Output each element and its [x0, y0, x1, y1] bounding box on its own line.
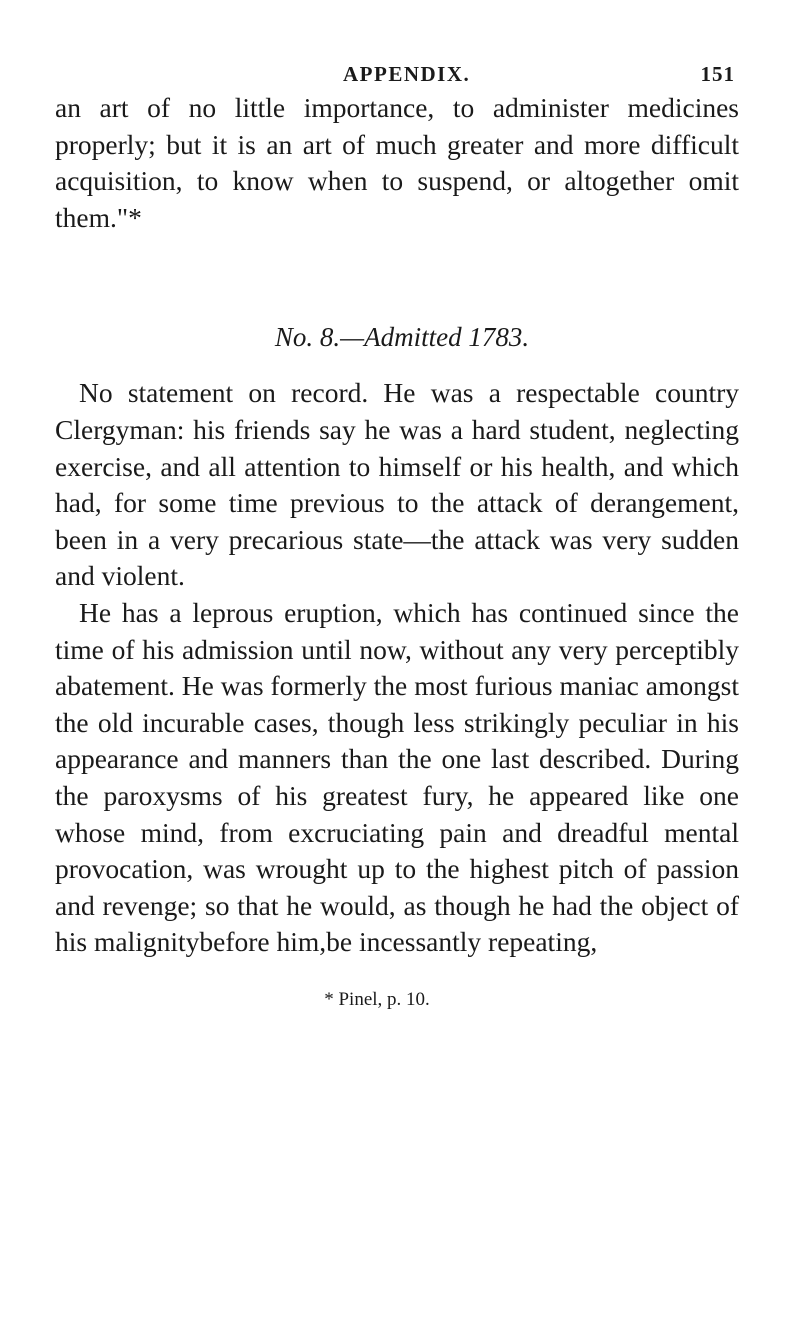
running-head [55, 60, 739, 90]
book-page [55, 60, 739, 1011]
running-head-title: APPENDIX. [343, 62, 471, 86]
paragraph-statement: No statement on record. He was a respectable country Clergyman: his friends say he was a hard student, neglecting exercise, and all attention to himself or his health, and which had, for some time previous to the attack of derangement, been in a very precarious state—the attack was very sudden and violent. [55, 377, 739, 592]
page-number: 151 [700, 62, 735, 86]
continued-paragraph: an art of no little importance, to administer medicines properly; but it is an art of much greater and more difficult acquisition, to know when to suspend, or altogether omit them."* [55, 92, 739, 233]
footnote: * Pinel, p. 10. [324, 988, 430, 1010]
section-heading: No. 8.—Admitted 1783. [274, 322, 530, 353]
paragraph-eruption: He has a leprous eruption, which has continued since the time of his admission until now, without any very perceptibly abatement. He was formerly the most furious maniac amongst the old incurable cases, though less strikingly peculiar in his appearance and manners than the one last described. During the paroxysms of his greatest fury, he appeared like one whose mind, from excruciating pain and dreadful mental provocation, was wrought up to the highest pitch of passion and revenge; so that he would, as though he had the object of his malignitybefore him,be incessantly repeating, [55, 596, 739, 958]
